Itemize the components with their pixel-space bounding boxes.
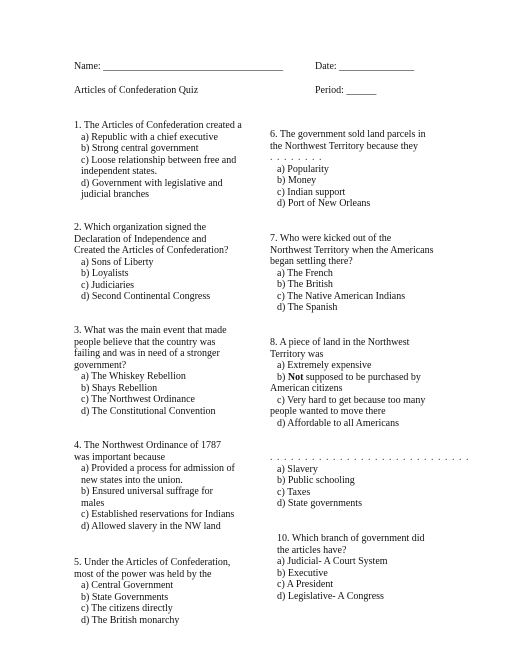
option-b-cont: American citizens [270, 383, 343, 394]
option-b: b) The British [277, 279, 333, 290]
question-text: was important because [74, 451, 166, 463]
option-b-suffix: supposed to be purchased by [303, 371, 421, 383]
option-d: d) The Spanish [277, 302, 338, 313]
option-d: d) Affordable to all Americans [277, 417, 400, 429]
option-b-prefix: b) [277, 371, 288, 383]
question-text: 1. The Articles of Confederation created a [74, 120, 242, 131]
question-text: 4. The Northwest Ordinance of 1787 [74, 440, 222, 451]
option-c: c) Indian support [277, 186, 346, 198]
question-text: 8. A piece of land in the Northwest [270, 337, 410, 348]
option-c-cont: people wanted to move there [270, 406, 386, 417]
option-a: a) Provided a process for admission of [81, 463, 235, 474]
name-label: Name: [74, 61, 104, 72]
option-a-cont: new states into the union. [81, 474, 183, 486]
option-a: a) Republic with a chief executive [81, 131, 218, 143]
option-d: d) Port of New Orleans [277, 198, 371, 209]
question-6 [270, 129, 426, 210]
question-text: . . . . . . . . . . . . . . . . . . . . . . . . . . . . . [270, 452, 470, 463]
option-a: a) Central Government [81, 580, 174, 591]
question-9 [270, 452, 470, 510]
period-field[interactable] [315, 85, 376, 97]
option-c: c) Loose relationship between free and [81, 154, 237, 166]
option-a: a) Popularity [277, 163, 329, 175]
question-7 [270, 233, 434, 314]
option-c: c) A President [277, 579, 334, 590]
question-text: government? [74, 359, 127, 371]
question-text: Northwest Territory when the Americans [270, 244, 434, 256]
question-text: began settling there? [270, 256, 353, 267]
question-3 [74, 325, 227, 417]
question-text: most of the power was held by the [74, 568, 212, 580]
question-text: 6. The government sold land parcels in [270, 129, 426, 140]
period-line[interactable]: ______ [346, 85, 377, 96]
option-c: c) The Northwest Ordinance [81, 394, 195, 405]
option-b-cont: males [81, 497, 105, 509]
option-a: a) The Whiskey Rebellion [81, 371, 186, 382]
option-c-cont: independent states. [81, 166, 158, 177]
option-a: a) Extremely expensive [277, 360, 372, 371]
option-a: a) Slavery [277, 463, 318, 475]
name-field[interactable] [74, 61, 283, 73]
question-text: people believe that the country was [74, 336, 216, 348]
option-d: d) Government with legislative and [81, 177, 223, 189]
question-text: 7. Who were kicked out of the [270, 233, 392, 244]
option-d-cont: judicial branches [81, 189, 150, 200]
question-10 [277, 533, 425, 602]
option-b: b) Executive [277, 567, 328, 579]
question-text: 10. Which branch of government did [277, 533, 425, 544]
quiz-title: Articles of Confederation Quiz [74, 85, 199, 96]
option-b-emphasis: Not [287, 371, 304, 383]
question-text: 5. Under the Articles of Confederation, [74, 557, 231, 568]
option-d: d) The Constitutional Convention [81, 405, 216, 417]
question-text: Declaration of Independence and [74, 233, 207, 245]
option-d: d) Allowed slavery in the NW land [81, 520, 221, 532]
question-8 [270, 337, 425, 429]
option-c: c) Taxes [277, 486, 311, 498]
question-text: 2. Which organization signed the [74, 222, 207, 233]
date-label: Date: [315, 61, 340, 72]
question-text: failing and was in need of a stronger [74, 348, 220, 359]
question-1 [74, 120, 242, 201]
option-b: b) Money [277, 175, 317, 186]
answer-blank: . . . . . . . . [270, 152, 323, 163]
option-a: a) Judicial- A Court System [277, 556, 388, 567]
option-b: b) State Governments [81, 591, 169, 603]
option-b: b) Ensured universal suffrage for [81, 486, 213, 497]
option-c: c) The Native American Indians [277, 290, 406, 302]
option-a: a) Sons of Liberty [81, 256, 154, 268]
option-b: b) Public schooling [277, 475, 355, 486]
question-text: the articles have? [277, 544, 347, 556]
option-b: b) Loyalists [81, 268, 129, 279]
option-d: d) Second Continental Congress [81, 291, 211, 302]
option-c: c) Judiciaries [81, 279, 135, 291]
question-text: the Northwest Territory because they [270, 140, 418, 152]
option-b [270, 372, 425, 384]
question-text: Created the Articles of Confederation? [74, 245, 229, 256]
date-line[interactable]: _______________ [339, 61, 415, 72]
name-line[interactable]: ____________________________________ [103, 61, 284, 72]
option-b: b) Shays Rebellion [81, 382, 158, 394]
option-c: c) Very hard to get because too many [277, 394, 426, 406]
option-c: c) The citizens directly [81, 603, 173, 614]
option-d: d) State governments [277, 498, 362, 509]
option-d: d) Legislative- A Congress [277, 590, 384, 602]
option-b: b) Strong central government [81, 143, 199, 154]
option-d: d) The British monarchy [81, 614, 180, 626]
question-text: Territory was [270, 348, 324, 360]
option-c: c) Established reservations for Indians [81, 509, 235, 520]
question-2 [74, 222, 228, 303]
question-5 [74, 557, 230, 626]
option-a: a) The French [277, 267, 333, 279]
period-label: Period: [315, 85, 347, 96]
date-field[interactable] [315, 61, 414, 73]
question-text: 3. What was the main event that made [74, 325, 227, 336]
question-4 [74, 440, 235, 532]
